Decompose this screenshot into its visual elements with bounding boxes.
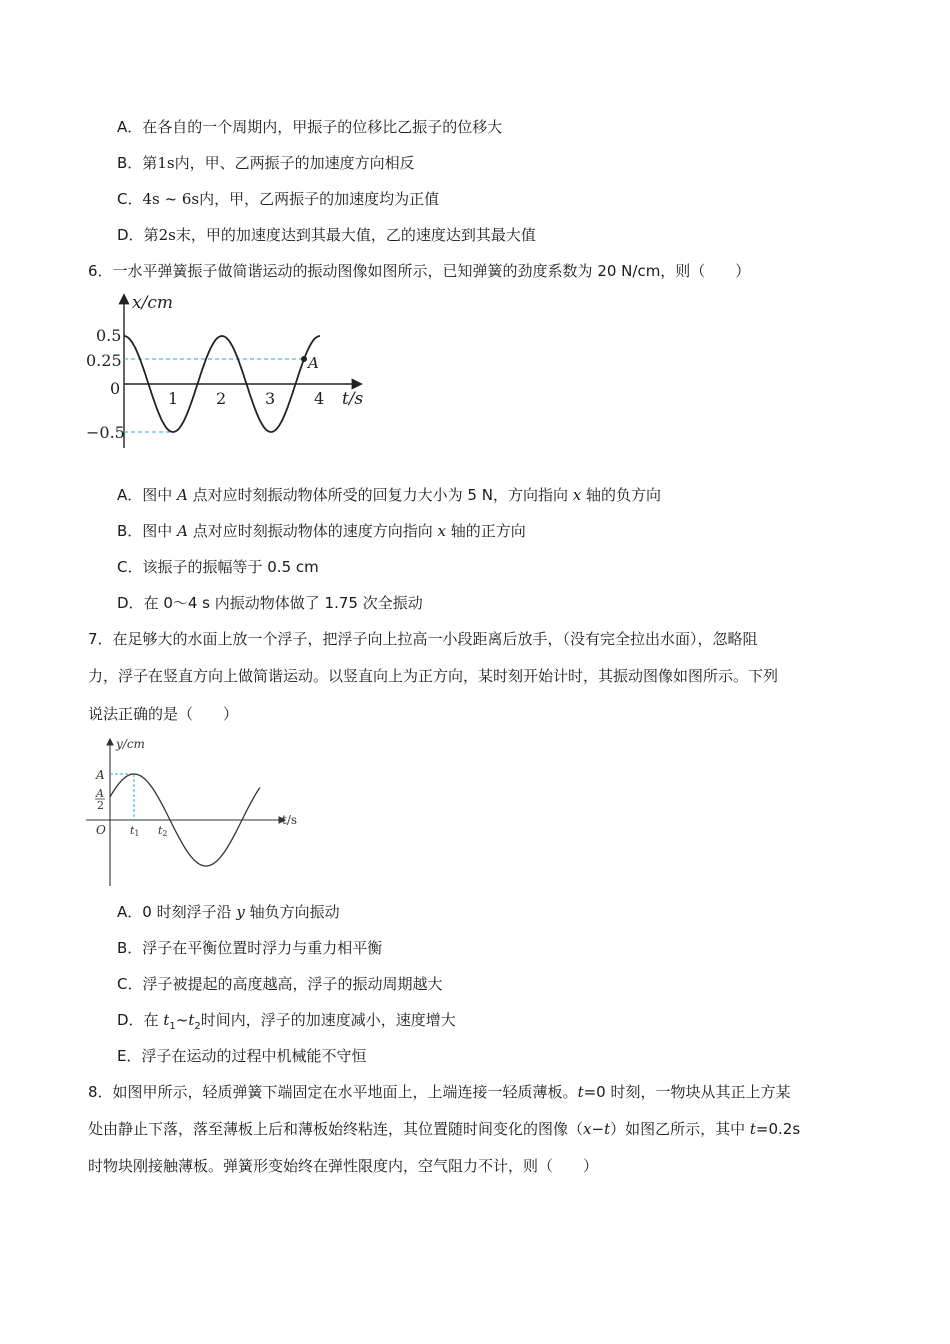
time-value: 2s xyxy=(158,226,176,244)
xtick-t2 xyxy=(158,824,168,838)
q6-stem xyxy=(88,260,750,282)
q6-option-b xyxy=(117,520,526,542)
xtick-2: 2 xyxy=(216,389,227,408)
q7-option-e xyxy=(117,1045,367,1067)
x-axis-label: t/s xyxy=(342,389,364,409)
option-label: D． xyxy=(117,594,144,612)
question-text: =0.2s xyxy=(755,1120,801,1138)
question-text: 说法正确的是（ ） xyxy=(88,705,239,723)
q7-stem-line3 xyxy=(88,703,238,725)
q6-option-a xyxy=(117,484,661,506)
q7-option-d xyxy=(117,1009,456,1038)
var-y: y xyxy=(236,903,245,921)
q5-option-d xyxy=(117,224,536,246)
option-text-post: 时间内，浮子的加速度减小，速度增大 xyxy=(200,1011,456,1029)
question-text: 力，浮子在竖直方向上做简谐运动。以竖直向上为正方向，某时刻开始计时，其振动图像如图所示。下列 xyxy=(88,667,779,685)
question-number: 6． xyxy=(88,262,113,280)
option-label: D． xyxy=(117,1011,144,1029)
sub-1: 1 xyxy=(169,1021,176,1032)
option-text: 在 0～4 s 内振动物体做了 1.75 次全振动 xyxy=(143,594,423,612)
xtick-4: 4 xyxy=(314,389,325,408)
option-text: 浮子在运动的过程中机械能不守恒 xyxy=(141,1047,367,1065)
point-a xyxy=(301,356,307,362)
t2-var: t xyxy=(158,824,163,837)
point-a-label: A xyxy=(308,354,319,372)
q8-stem-line1 xyxy=(88,1081,790,1103)
q7-option-c xyxy=(117,973,443,995)
option-text-post: 轴的正方向 xyxy=(445,522,526,540)
q5-option-b xyxy=(117,152,415,174)
q8-stem-line2 xyxy=(88,1118,800,1140)
ytick-0.5: 0.5 xyxy=(96,326,122,345)
option-label: C． xyxy=(117,558,143,576)
option-text: 浮子在平衡位置时浮力与重力相平衡 xyxy=(142,939,383,957)
option-label: B． xyxy=(117,522,143,540)
var-t2: t xyxy=(188,1011,195,1029)
xtick-t1 xyxy=(130,824,140,838)
q7-stem-line1 xyxy=(88,628,758,650)
question-text: 处由静止下落，落至薄板上后和薄板始终粘连，其位置随时间变化的图像（ xyxy=(88,1120,584,1138)
q6-option-d xyxy=(117,592,423,614)
question-text: 时物块刚接触薄板。弹簧形变始终在弹性限度内，空气阻力不计，则（ ） xyxy=(88,1157,599,1175)
t1-var: t xyxy=(130,824,135,837)
option-label: A． xyxy=(117,903,143,921)
var-t: t xyxy=(749,1120,756,1138)
y-axis-label xyxy=(115,737,145,751)
xtick-3: 3 xyxy=(265,389,276,408)
option-text: 浮子被提起的高度越高，浮子的振动周期越大 xyxy=(142,975,443,993)
q7-option-a xyxy=(117,901,340,923)
var-t: t xyxy=(577,1083,584,1101)
option-text-pre: 0 时刻浮子沿 xyxy=(142,903,237,921)
var-t: t xyxy=(604,1120,611,1138)
question-number: 8． xyxy=(88,1083,113,1101)
ytick-half-den: 2 xyxy=(97,799,104,812)
option-text-mid: 点对应时刻振动物体所受的回复力大小为 5 N，方向指向 xyxy=(187,486,573,504)
option-text-post: 内，甲、乙两振子的加速度方向相反 xyxy=(174,154,415,172)
question-number: 7． xyxy=(88,630,113,648)
var-x: x xyxy=(572,486,582,504)
question-text: 一水平弹簧振子做简谐运动的振动图像如图所示，已知弹簧的劲度系数为 20 N/cm，则（ ） xyxy=(112,262,751,280)
question-text: 如图甲所示，轻质弹簧下端固定在水平地面上，上端连接一轻质薄板。 xyxy=(112,1083,578,1101)
question-text: 在足够大的水面上放一个浮子，把浮子向上拉高一小段距离后放手，（没有完全拉出水面），忽略阻 xyxy=(112,630,758,648)
time-range: 4s ~ 6s xyxy=(142,190,200,208)
t1-sub: 1 xyxy=(134,829,140,838)
xtick-1: 1 xyxy=(168,389,179,408)
y-axis-label: x/cm xyxy=(132,293,173,313)
ytick-a: A xyxy=(96,768,105,782)
y-axis-label-text: y/cm xyxy=(116,737,145,751)
sub-2: 2 xyxy=(194,1021,201,1032)
ytick-half-num: A xyxy=(96,787,104,800)
var-x: x xyxy=(437,522,446,540)
question-text: =0 时刻，一物块从其正上方某 xyxy=(583,1083,791,1101)
option-text-post: 轴的负方向 xyxy=(581,486,661,504)
q6-graph xyxy=(82,288,372,458)
q7-option-b xyxy=(117,937,382,959)
option-text-post: 末，甲的加速度达到其最大值，乙的速度达到其最大值 xyxy=(175,226,536,244)
q8-stem-line3 xyxy=(88,1155,598,1177)
option-label: C． xyxy=(117,975,143,993)
time-value: 1s xyxy=(157,154,175,172)
option-text-pre: 第 xyxy=(142,154,158,172)
q7-stem-line2 xyxy=(88,665,778,687)
option-text-pre: 图中 xyxy=(142,522,178,540)
option-label: A． xyxy=(117,486,143,504)
option-text-post: 内，甲，乙两振子的加速度均为正值 xyxy=(199,190,440,208)
q6-option-c xyxy=(117,556,319,578)
option-text-pre: 第 xyxy=(143,226,159,244)
option-text-mid: 点对应时刻振动物体的速度方向指向 xyxy=(187,522,438,540)
option-text-pre: 在 xyxy=(143,1011,164,1029)
ytick-neg-0.5: −0.5 xyxy=(86,423,125,442)
ytick-0: 0 xyxy=(110,379,121,398)
dash: − xyxy=(591,1120,605,1138)
option-label: A． xyxy=(117,118,143,136)
option-label: D． xyxy=(117,226,144,244)
tilde: ~ xyxy=(175,1011,189,1029)
question-text: ）如图乙所示，其中 xyxy=(610,1120,750,1138)
option-text: 在各自的一个周期内，甲振子的位移比乙振子的位移大 xyxy=(142,118,503,136)
option-label: E． xyxy=(117,1047,142,1065)
x-axis-label: t/s xyxy=(282,813,298,827)
option-text: 该振子的振幅等于 0.5 cm xyxy=(142,558,319,576)
option-label: B． xyxy=(117,154,143,172)
ytick-0.25: 0.25 xyxy=(86,351,122,370)
var-t1: t xyxy=(163,1011,170,1029)
option-label: C． xyxy=(117,190,143,208)
q5-option-c xyxy=(117,188,439,210)
t2-sub: 2 xyxy=(162,829,168,838)
option-text-pre: 图中 xyxy=(142,486,178,504)
option-label: B． xyxy=(117,939,143,957)
origin-label: O xyxy=(96,823,106,837)
var-x: x xyxy=(583,1120,592,1138)
var-a: A xyxy=(177,522,188,540)
option-text-post: 轴负方向振动 xyxy=(244,903,340,921)
q7-graph xyxy=(84,734,304,890)
q5-option-a xyxy=(117,116,502,138)
var-a: A xyxy=(177,486,188,504)
